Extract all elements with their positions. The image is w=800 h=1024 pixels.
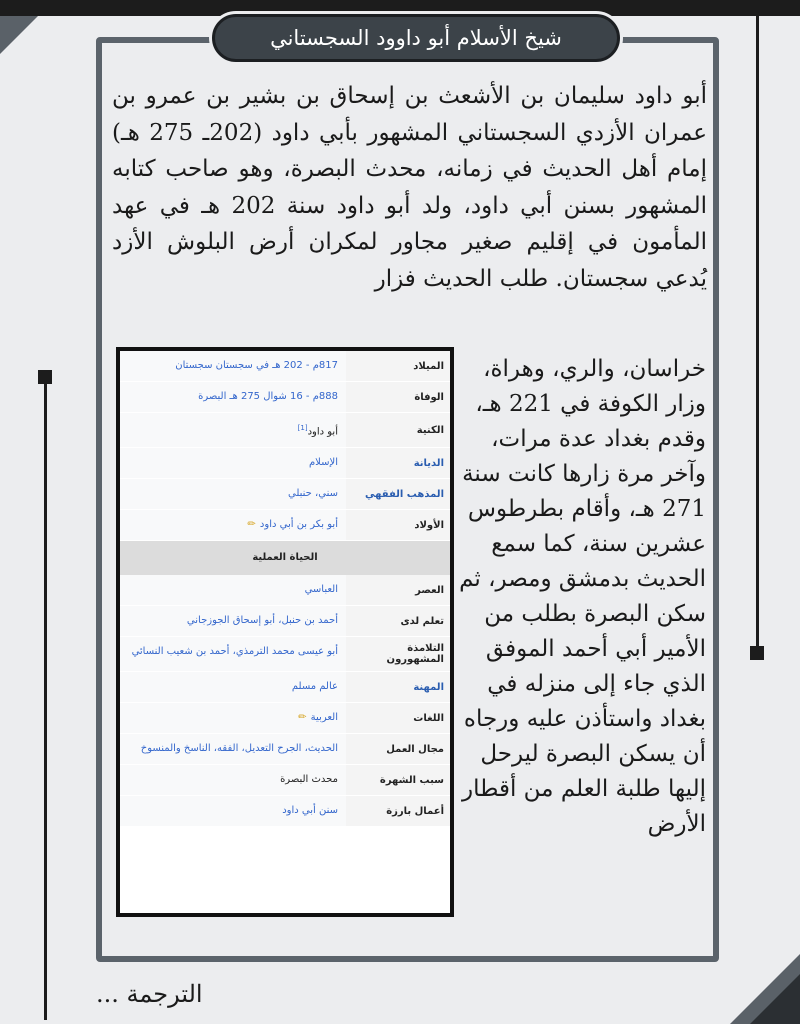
infobox-row-students — [120, 637, 450, 672]
infobox-key: الميلاد — [346, 351, 450, 381]
infobox-key: الكنية — [346, 413, 450, 447]
infobox-key[interactable]: المهنة — [346, 672, 450, 702]
infobox-key[interactable]: المذهب الفقهي — [346, 479, 450, 509]
biography-continued: خراسان، والري، وهراة، وزار الكوفة في 221 هـ، وقدم بغداد عدة مرات، وآخر مرة زارها كانت سنة 271 هـ، وأقام بطرطوس عشرين سنة، كما سمع الحديث بدمشق ومصر، ثم سكن البصرة بطلب من الأمير أبي أحمد الموفق الذي جاء إلى منزله في بغداد واستأذن عليه ورجاه أن يسكن البصرة ليرحل إليها طلبة العلم من أقطار الأرض — [459, 356, 706, 837]
infobox-key: أعمال بارزة — [346, 796, 450, 826]
infobox-row-death — [120, 382, 450, 413]
infobox-row-religion — [120, 448, 450, 479]
infobox-row-field — [120, 734, 450, 765]
infobox-value — [120, 703, 346, 733]
infobox-value[interactable]: سني، حنبلي — [120, 479, 346, 509]
infobox-value — [120, 413, 346, 447]
kunya-text: أبو داود — [307, 426, 338, 438]
infobox-key: اللغات — [346, 703, 450, 733]
decorative-square-left — [38, 370, 52, 384]
infobox-value: محدث البصرة — [120, 765, 346, 795]
pencil-icon[interactable]: ✏ — [298, 712, 307, 724]
infobox-row-madhhab — [120, 479, 450, 510]
infobox-row-birth — [120, 351, 450, 382]
language-link[interactable]: العربية — [310, 712, 338, 724]
decorative-line-right — [756, 16, 759, 648]
biography-paragraph: أبو داود سليمان بن الأشعث بن إسحاق بن بشير بن عمرو بن عمران الأزدي السجستاني المشهور بأبي داود (202ـ 275 هـ) إمام أهل الحديث في زمانه، محدث البصرة، وهو صاحب كتابه المشهور بسنن أبي داود، ولد أبو داود سنة 202 هـ في عهد المأمون في إقليم صغير مجاور لمكران أرض البلوش الأزد يُدعي سجستان. طلب الحديث فزار — [112, 83, 707, 292]
infobox-key: الوفاة — [346, 382, 450, 412]
infobox-key: تعلم لدى — [346, 606, 450, 636]
decorative-square-right — [750, 646, 764, 660]
infobox-row-profession — [120, 672, 450, 703]
pencil-icon[interactable]: ✏ — [247, 519, 256, 531]
infobox-value — [120, 510, 346, 540]
footer-label: الترجمة ... — [96, 980, 203, 1008]
infobox-key: سبب الشهرة — [346, 765, 450, 795]
infobox-key: التلامذة المشهورون — [346, 637, 450, 671]
infobox-value[interactable]: سنن أبي داود — [120, 796, 346, 826]
infobox-key: مجال العمل — [346, 734, 450, 764]
infobox-value[interactable]: أحمد بن حنبل، أبو إسحاق الجوزجاني — [120, 606, 346, 636]
infobox-row-fame — [120, 765, 450, 796]
infobox-row-works — [120, 796, 450, 827]
infobox-value[interactable]: الإسلام — [120, 448, 346, 478]
infobox-section-header: الحياة العملية — [120, 541, 450, 575]
infobox-key: الأولاد — [346, 510, 450, 540]
infobox-value[interactable]: عالم مسلم — [120, 672, 346, 702]
children-link[interactable]: أبو بكر بن أبي داود — [259, 519, 338, 531]
reference-link[interactable]: [1] — [297, 424, 308, 432]
corner-decoration-bottom-right-inner — [750, 974, 800, 1024]
infobox-key[interactable]: الديانة — [346, 448, 450, 478]
decorative-line-left — [44, 380, 47, 1020]
infobox-row-teachers — [120, 606, 450, 637]
infobox-row-kunya — [120, 413, 450, 448]
infobox-key: العصر — [346, 575, 450, 605]
infobox-value[interactable]: 817م - 202 هـ في سجستان سجستان — [120, 351, 346, 381]
infobox — [116, 347, 454, 917]
infobox-row-children — [120, 510, 450, 541]
corner-decoration-top-left — [0, 16, 38, 54]
page-title: شيخ الأسلام أبو داوود السجستاني — [212, 14, 620, 62]
infobox-value[interactable]: العباسي — [120, 575, 346, 605]
infobox-value[interactable]: 888م - 16 شوال 275 هـ البصرة — [120, 382, 346, 412]
infobox-value[interactable]: أبو عيسى محمد الترمذي، أحمد بن شعيب النسائي — [120, 637, 346, 671]
infobox-row-era — [120, 575, 450, 606]
infobox-value[interactable]: الحديث، الجرح التعديل، الفقه، الناسخ والمنسوخ — [120, 734, 346, 764]
infobox-row-languages — [120, 703, 450, 734]
